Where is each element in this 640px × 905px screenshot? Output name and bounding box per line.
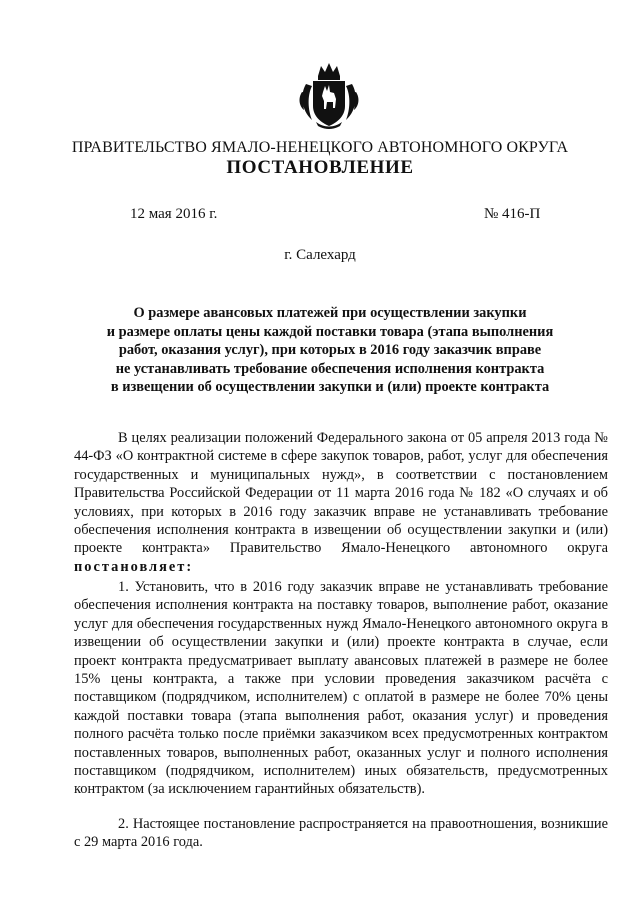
title-line: не устанавливать требование обеспечения исполнения контракта (115, 360, 545, 377)
item-1-paragraph (74, 578, 608, 799)
document-type: ПОСТАНОВЛЕНИЕ (226, 157, 414, 178)
preamble-text: В целях реализации положений Федерального закона от 05 апреля 2013 года № 44-ФЗ «О контрактной системе в сфере закупок товаров, работ, услуг для обеспечения государственных и муниципальных нужд», в соответствии с постановлением Правительства Российской Федерации от 11 марта 2016 года № 182 «О случаях и об условиях, при которых в 2016 году заказчик вправе не устанавливать требование обеспечения исполнения контракта в извещении об осуществлении закупки и (или) проекте контракта» Правительство Ямало-Ненецкого автономного округа (74, 430, 608, 557)
document-city: г. Салехард (284, 247, 356, 263)
coat-of-arms-icon (296, 62, 362, 130)
document-title (100, 304, 560, 397)
decree-word: постановляет: (74, 558, 194, 575)
title-line: О размере авансовых платежей при осуществлении закупки (133, 305, 527, 321)
document-number: № 416-П (484, 206, 541, 222)
document-date: 12 мая 2016 г. (130, 206, 218, 222)
title-line: в извещении об осуществлении закупки и (или) проекте контракта (110, 379, 550, 396)
government-name: ПРАВИТЕЛЬСТВО ЯМАЛО-НЕНЕЦКОГО АВТОНОМНОГО ОКРУГА (71, 139, 569, 156)
item-2-paragraph (74, 815, 608, 852)
item-2-text: 2. Настоящее постановление распространяется на правоотношения, возникшие с 29 марта 2016 года. (74, 816, 608, 851)
item-1-text: 1. Установить, что в 2016 году заказчик вправе не устанавливать требование обеспечения исполнения контракта на поставку товаров, выполнение работ, оказание услуг для обеспечения государственных нужд Ямало-Ненецкого автономного округа в извещении об осуществлении закупки и (или) проекте контракта в случае, если проект контракта предусматривает выплату авансовых платежей в размере не более 15% цены контракта, а также при условии проведения заказчиком расчёта с поставщиком (подрядчиком, исполнителем) с оплатой в размере не более 70% цены каждой поставки товара (этапа выполнения работ, оказания услуг) и проведения полного расчёта только после приёмки заказчиком всех предусмотренных контрактом поставленных товаров, выполненных работ, оказанных услуг и полного исполнения поставщиком (подрядчиком, исполнителем) иных обязательств, предусмотренных контрактом (за исключением гарантийных обязательств). (74, 579, 608, 798)
title-line: и размере оплаты цены каждой поставки товара (этапа выполнения (106, 323, 554, 340)
preamble-paragraph (74, 429, 608, 576)
title-line: работ, оказания услуг), при которых в 2016 году заказчик вправе (118, 342, 542, 359)
